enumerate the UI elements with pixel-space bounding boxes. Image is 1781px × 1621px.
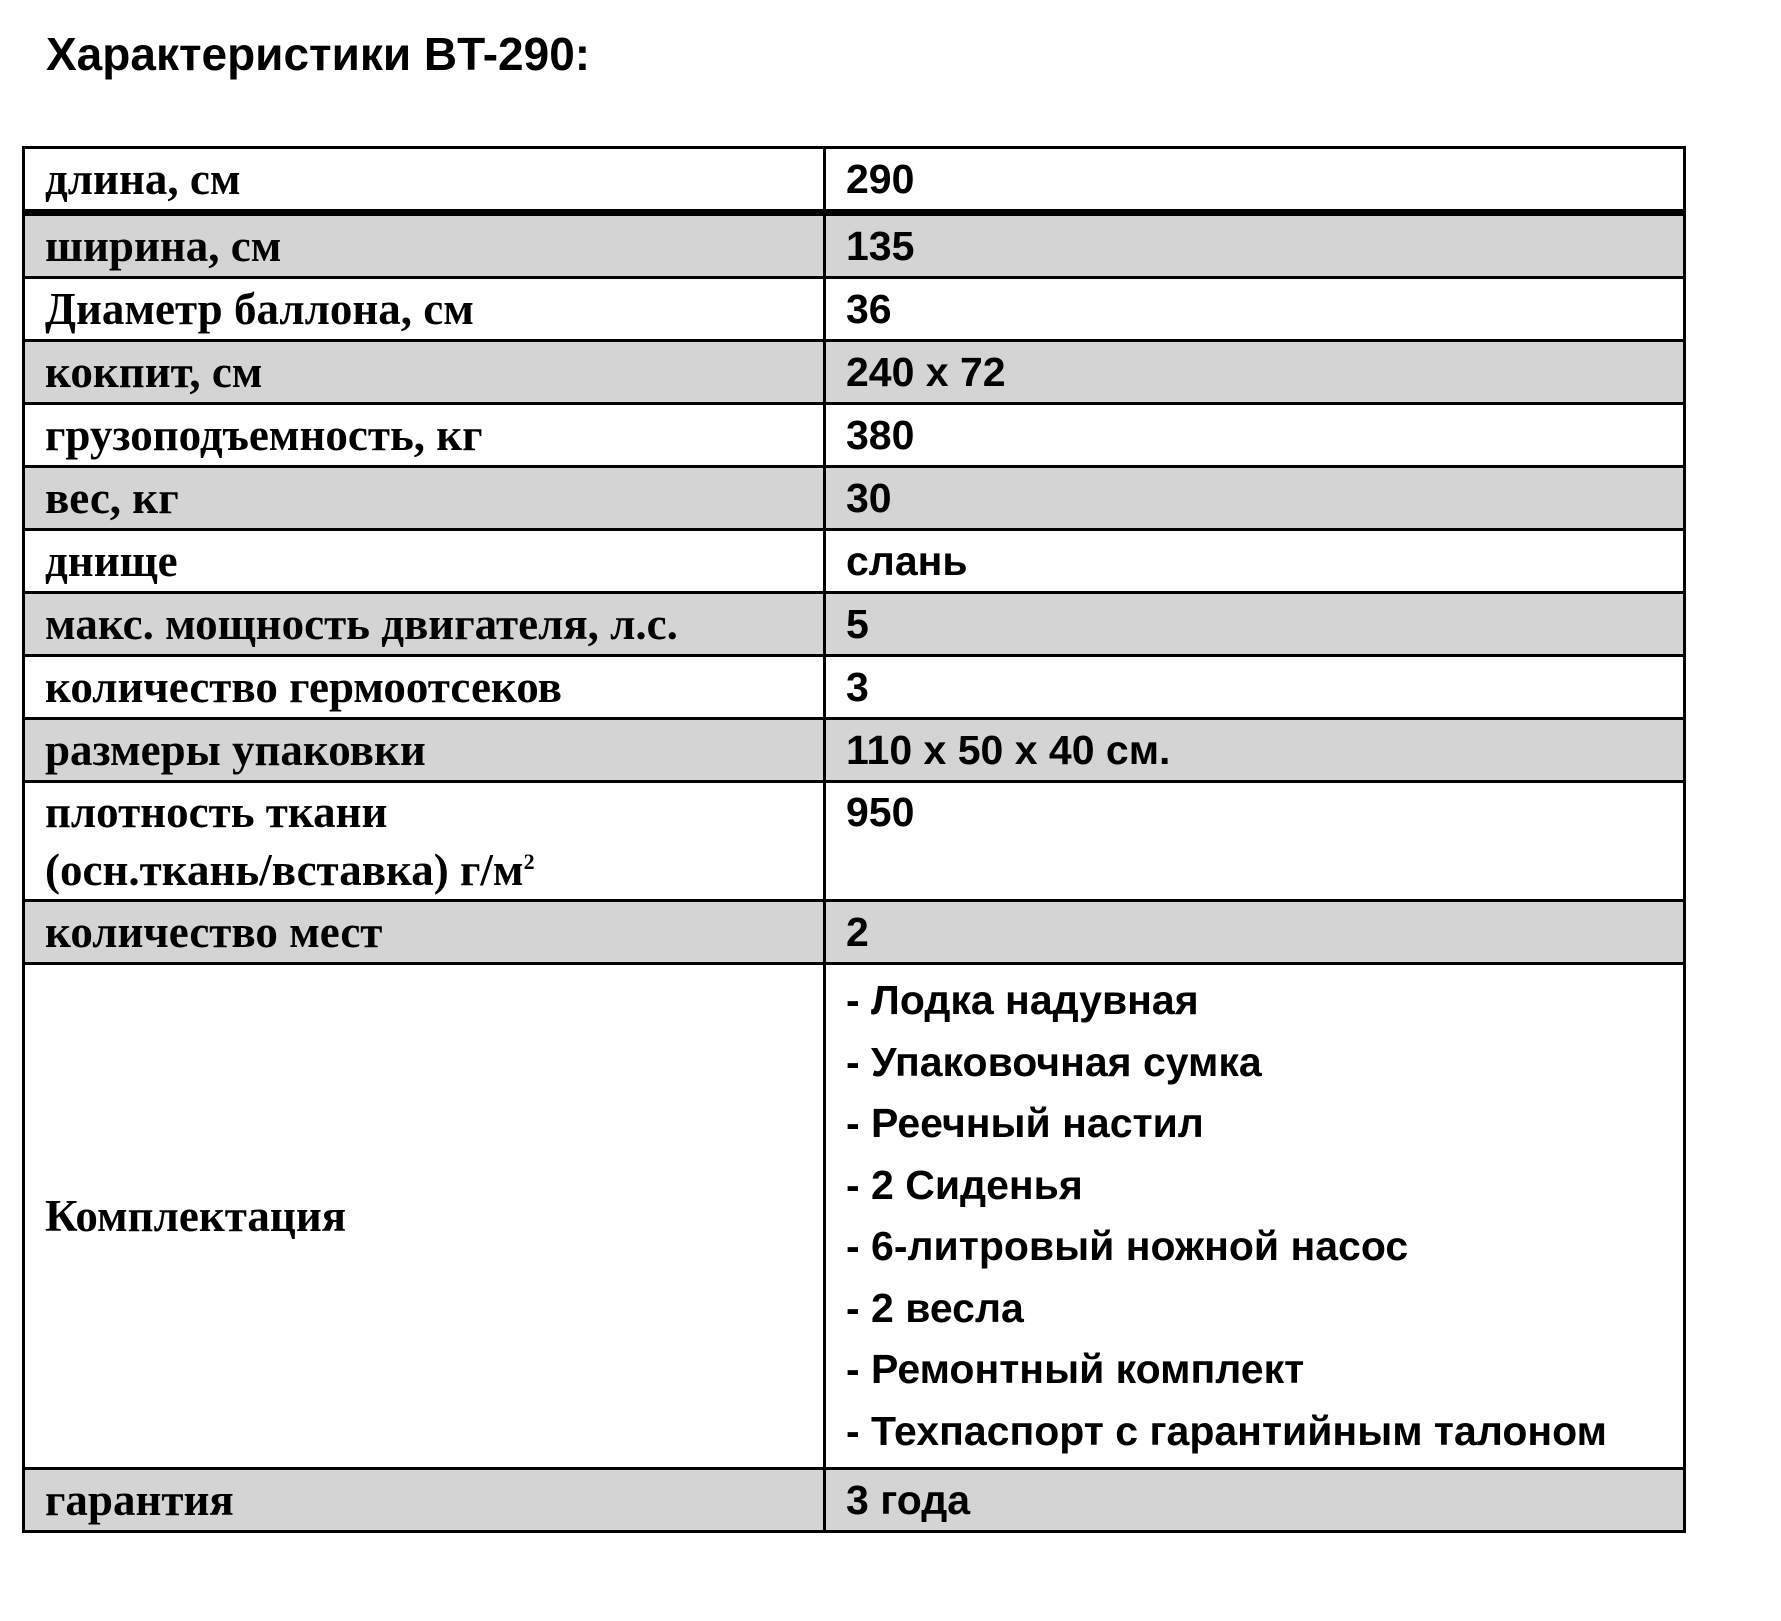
row-label: длина, см [24, 148, 825, 213]
row-value: 135 [825, 213, 1685, 278]
row-label: гарантия [24, 1469, 825, 1532]
row-value: 30 [825, 467, 1685, 530]
list-item: - 2 весла [846, 1284, 1024, 1331]
row-value: 380 [825, 404, 1685, 467]
row-label-line [45, 841, 803, 899]
row-label: количество мест [24, 901, 825, 964]
row-value: 36 [825, 278, 1685, 341]
row-value: 110 х 50 х 40 см. [825, 719, 1685, 782]
row-label: ширина, см [24, 213, 825, 278]
table-row [24, 719, 1685, 782]
table-row [24, 404, 1685, 467]
row-label: размеры упаковки [24, 719, 825, 782]
row-label: Комплектация [24, 964, 825, 1469]
superscript: 2 [523, 849, 535, 874]
row-label: кокпит, см [24, 341, 825, 404]
list-item: - Упаковочная сумка [846, 1038, 1262, 1085]
kit-list [825, 964, 1685, 1469]
table-row [24, 467, 1685, 530]
row-label: макс. мощность двигателя, л.с. [24, 593, 825, 656]
table-row [24, 901, 1685, 964]
row-label: грузоподъемность, кг [24, 404, 825, 467]
table-row [24, 148, 1685, 213]
row-value: 5 [825, 593, 1685, 656]
row-label-text: (осн.ткань/вставка) г/м [45, 845, 524, 895]
row-value: слань [825, 530, 1685, 593]
table-row [24, 593, 1685, 656]
row-label: количество гермоотсеков [24, 656, 825, 719]
list-item: - Лодка надувная [846, 977, 1199, 1023]
row-value: 3 [825, 656, 1685, 719]
list-item: - 6-литровый ножной насос [846, 1223, 1409, 1269]
table-row [24, 964, 1685, 1469]
row-value: 950 [825, 782, 1685, 901]
row-label [24, 782, 825, 901]
row-value: 3 года [825, 1469, 1685, 1532]
table-row [24, 341, 1685, 404]
table-row [24, 782, 1685, 901]
table-row [24, 213, 1685, 278]
table-row [24, 656, 1685, 719]
page-title: Характеристики BT-290: [46, 28, 591, 80]
row-value: 240 х 72 [825, 341, 1685, 404]
row-label: вес, кг [24, 467, 825, 530]
spec-table [22, 146, 1686, 1533]
row-label: Диаметр баллона, см [24, 278, 825, 341]
list-item: - 2 Сиденья [846, 1161, 1083, 1208]
row-value: 2 [825, 901, 1685, 964]
table-row [24, 278, 1685, 341]
list-item: - Техпаспорт с гарантийным талоном [846, 1407, 1607, 1454]
list-item: - Ремонтный комплект [846, 1346, 1305, 1392]
table-row [24, 530, 1685, 593]
row-value: 290 [825, 148, 1685, 213]
list-item: - Реечный настил [846, 1100, 1204, 1146]
table-row [24, 1469, 1685, 1532]
row-label: днище [24, 530, 825, 593]
row-label-line: плотность ткани [45, 787, 388, 837]
